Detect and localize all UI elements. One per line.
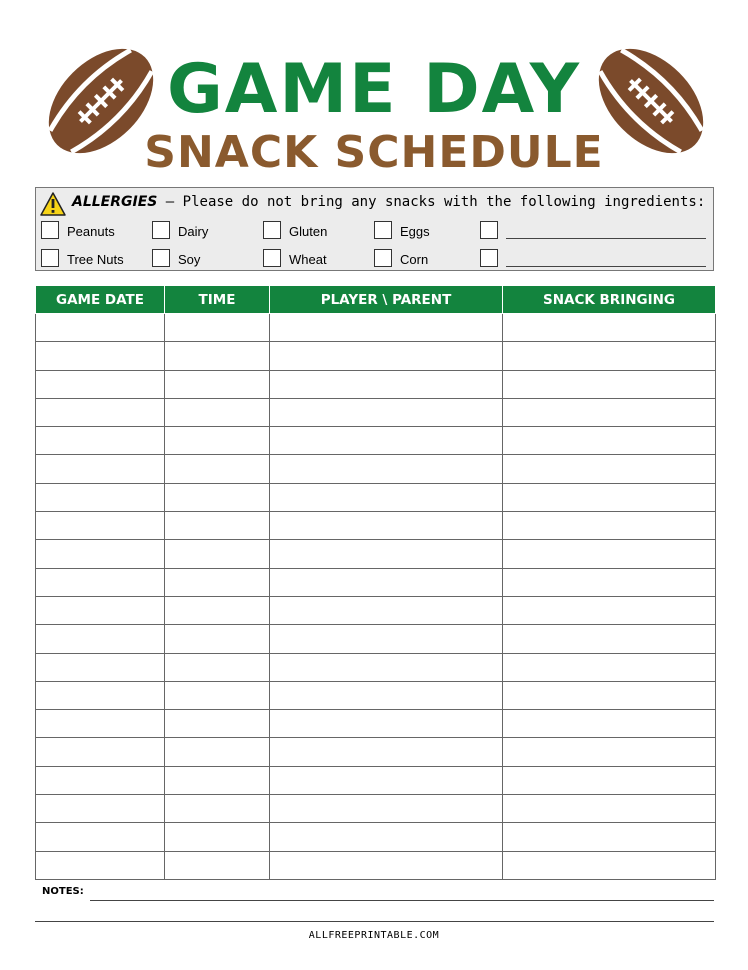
allergy-option-label: Gluten <box>289 224 328 239</box>
checkbox[interactable] <box>480 249 498 267</box>
allergies-label: ALLERGIES <box>72 194 158 210</box>
snack-bringing-cell[interactable] <box>503 596 716 624</box>
game-date-cell[interactable] <box>36 455 165 483</box>
notes-label: NOTES: <box>42 886 84 897</box>
allergy-option-other-2[interactable] <box>480 249 504 269</box>
game-date-cell[interactable] <box>36 540 165 568</box>
allergy-option-peanuts[interactable] <box>41 221 141 241</box>
column-header-time: TIME <box>165 286 270 314</box>
snack-bringing-cell[interactable] <box>503 625 716 653</box>
player-parent-cell[interactable] <box>270 568 503 596</box>
checkbox[interactable] <box>263 221 281 239</box>
time-cell[interactable] <box>165 540 270 568</box>
time-cell[interactable] <box>165 370 270 398</box>
notes-line[interactable] <box>90 900 714 901</box>
game-date-cell[interactable] <box>36 427 165 455</box>
allergies-box <box>35 187 714 271</box>
column-header-snack-bringing: SNACK BRINGING <box>503 286 716 314</box>
time-cell[interactable] <box>165 342 270 370</box>
table-row <box>36 851 716 879</box>
allergy-option-label: Dairy <box>178 224 209 239</box>
table-row <box>36 342 716 370</box>
time-cell[interactable] <box>165 766 270 794</box>
table-row <box>36 766 716 794</box>
table-row <box>36 540 716 568</box>
game-date-cell[interactable] <box>36 710 165 738</box>
checkbox[interactable] <box>152 221 170 239</box>
time-cell[interactable] <box>165 512 270 540</box>
player-parent-cell[interactable] <box>270 342 503 370</box>
game-date-cell[interactable] <box>36 625 165 653</box>
time-cell[interactable] <box>165 851 270 879</box>
table-row <box>36 738 716 766</box>
player-parent-cell[interactable] <box>270 795 503 823</box>
table-row <box>36 568 716 596</box>
player-parent-cell[interactable] <box>270 540 503 568</box>
table-row <box>36 512 716 540</box>
game-date-cell[interactable] <box>36 314 165 342</box>
player-parent-cell[interactable] <box>270 681 503 709</box>
page-subtitle: SNACK SCHEDULE <box>144 127 604 178</box>
snack-bringing-cell[interactable] <box>503 851 716 879</box>
snack-bringing-cell[interactable] <box>503 455 716 483</box>
time-cell[interactable] <box>165 681 270 709</box>
player-parent-cell[interactable] <box>270 483 503 511</box>
table-row <box>36 370 716 398</box>
other-allergy-line[interactable] <box>506 266 706 267</box>
allergy-option-label: Peanuts <box>67 224 115 239</box>
table-row <box>36 795 716 823</box>
allergy-option-other-1[interactable] <box>480 221 504 241</box>
allergy-option-soy[interactable] <box>152 249 252 269</box>
game-date-cell[interactable] <box>36 512 165 540</box>
table-row <box>36 596 716 624</box>
snack-bringing-cell[interactable] <box>503 710 716 738</box>
game-date-cell[interactable] <box>36 342 165 370</box>
game-date-cell[interactable] <box>36 681 165 709</box>
time-cell[interactable] <box>165 427 270 455</box>
allergy-option-label: Corn <box>400 252 429 267</box>
game-date-cell[interactable] <box>36 766 165 794</box>
player-parent-cell[interactable] <box>270 625 503 653</box>
allergy-option-label: Wheat <box>289 252 327 267</box>
time-cell[interactable] <box>165 710 270 738</box>
allergy-option-tree-nuts[interactable] <box>41 249 141 269</box>
snack-bringing-cell[interactable] <box>503 795 716 823</box>
checkbox[interactable] <box>41 249 59 267</box>
snack-bringing-cell[interactable] <box>503 681 716 709</box>
column-header-game-date: GAME DATE <box>36 286 165 314</box>
table-row <box>36 625 716 653</box>
table-row <box>36 314 716 342</box>
snack-bringing-cell[interactable] <box>503 568 716 596</box>
time-cell[interactable] <box>165 625 270 653</box>
table-body <box>36 314 716 880</box>
checkbox[interactable] <box>480 221 498 239</box>
allergy-option-gluten[interactable] <box>263 221 363 241</box>
snack-bringing-cell[interactable] <box>503 540 716 568</box>
allergy-option-label: Tree Nuts <box>67 252 124 267</box>
snack-bringing-cell[interactable] <box>503 370 716 398</box>
time-cell[interactable] <box>165 653 270 681</box>
table-row <box>36 681 716 709</box>
game-date-cell[interactable] <box>36 398 165 426</box>
checkbox[interactable] <box>41 221 59 239</box>
table-row <box>36 653 716 681</box>
warning-icon <box>39 191 67 217</box>
player-parent-cell[interactable] <box>270 766 503 794</box>
table-row <box>36 823 716 851</box>
snack-bringing-cell[interactable] <box>503 398 716 426</box>
game-date-cell[interactable] <box>36 568 165 596</box>
game-date-cell[interactable] <box>36 738 165 766</box>
time-cell[interactable] <box>165 314 270 342</box>
snack-bringing-cell[interactable] <box>503 823 716 851</box>
player-parent-cell[interactable] <box>270 851 503 879</box>
time-cell[interactable] <box>165 823 270 851</box>
snack-bringing-cell[interactable] <box>503 738 716 766</box>
player-parent-cell[interactable] <box>270 455 503 483</box>
player-parent-cell[interactable] <box>270 653 503 681</box>
allergy-option-corn[interactable] <box>374 249 474 269</box>
time-cell[interactable] <box>165 795 270 823</box>
player-parent-cell[interactable] <box>270 370 503 398</box>
snack-bringing-cell[interactable] <box>503 342 716 370</box>
player-parent-cell[interactable] <box>270 398 503 426</box>
snack-bringing-cell[interactable] <box>503 653 716 681</box>
checkbox[interactable] <box>263 249 281 267</box>
game-date-cell[interactable] <box>36 795 165 823</box>
game-date-cell[interactable] <box>36 370 165 398</box>
game-date-cell[interactable] <box>36 596 165 624</box>
snack-schedule-table <box>35 285 716 880</box>
page-title: GAME DAY <box>166 50 582 129</box>
game-date-cell[interactable] <box>36 823 165 851</box>
time-cell[interactable] <box>165 596 270 624</box>
player-parent-cell[interactable] <box>270 738 503 766</box>
player-parent-cell[interactable] <box>270 596 503 624</box>
table-row <box>36 398 716 426</box>
player-parent-cell[interactable] <box>270 314 503 342</box>
notes-line[interactable] <box>35 921 714 922</box>
table-row <box>36 483 716 511</box>
time-cell[interactable] <box>165 738 270 766</box>
table-row <box>36 710 716 738</box>
snack-bringing-cell[interactable] <box>503 427 716 455</box>
player-parent-cell[interactable] <box>270 710 503 738</box>
other-allergy-line[interactable] <box>506 238 706 239</box>
allergy-option-wheat[interactable] <box>263 249 363 269</box>
footer-site-credit: ALLFREEPRINTABLE.COM <box>308 930 440 941</box>
snack-bringing-cell[interactable] <box>503 766 716 794</box>
snack-bringing-cell[interactable] <box>503 483 716 511</box>
player-parent-cell[interactable] <box>270 823 503 851</box>
time-cell[interactable] <box>165 455 270 483</box>
time-cell[interactable] <box>165 568 270 596</box>
game-date-cell[interactable] <box>36 483 165 511</box>
checkbox[interactable] <box>374 249 392 267</box>
table-header-row <box>36 286 716 314</box>
snack-bringing-cell[interactable] <box>503 512 716 540</box>
allergy-option-label: Soy <box>178 252 201 267</box>
snack-bringing-cell[interactable] <box>503 314 716 342</box>
checkbox[interactable] <box>152 249 170 267</box>
column-header-player-parent: PLAYER \ PARENT <box>270 286 503 314</box>
player-parent-cell[interactable] <box>270 427 503 455</box>
time-cell[interactable] <box>165 483 270 511</box>
allergy-option-dairy[interactable] <box>152 221 252 241</box>
table-row <box>36 455 716 483</box>
checkbox[interactable] <box>374 221 392 239</box>
allergies-heading <box>72 194 705 210</box>
game-date-cell[interactable] <box>36 851 165 879</box>
player-parent-cell[interactable] <box>270 512 503 540</box>
time-cell[interactable] <box>165 398 270 426</box>
allergies-instructions: – Please do not bring any snacks with the following ingredients: <box>157 194 706 210</box>
table-row <box>36 427 716 455</box>
game-date-cell[interactable] <box>36 653 165 681</box>
allergy-option-label: Eggs <box>400 224 430 239</box>
allergy-option-eggs[interactable] <box>374 221 474 241</box>
